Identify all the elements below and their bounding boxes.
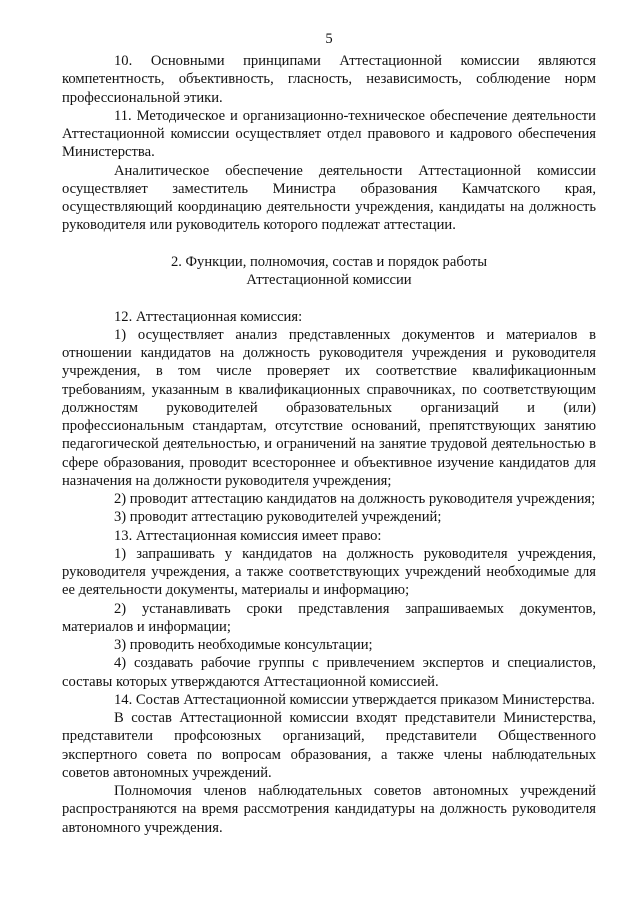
section-heading-line-2: Аттестационной комиссии [246, 272, 412, 288]
paragraph-12-item-1: 1) осуществляет анализ представленных документов и материалов в отношении кандидатов на должность руководителя учреждения и руководителя учреждения, в том числе проверяет их соответствие квалификационным требованиям, указанным в квалификационных справочниках, по соответствующим должностям руководителей образовательных организаций и (или) профессиональным стандартам, отсутствие оснований, препятствующих занятию педагогической деятельностью, и ограничений на занятие трудовой деятельностью в сфере образования, проводит всестороннее и объективное изучение кандидатов для назначения на должности руководителя учреждения; [62, 326, 596, 489]
paragraph-13-item-3: 3) проводить необходимые консультации; [114, 637, 373, 653]
blank-line [62, 289, 596, 307]
blank-line [62, 235, 596, 253]
paragraph-13: 13. Аттестационная комиссия имеет право: [114, 527, 382, 544]
paragraph-13-item-2: 2) устанавливать сроки представления запрашиваемых документов, материалов и информации; [62, 600, 596, 635]
paragraph-12: 12. Аттестационная комиссия: [114, 308, 303, 325]
paragraph-13-item-4: 4) создавать рабочие группы с привлечением экспертов и специалистов, составы которых утверждаются Аттестационной комиссией. [62, 655, 596, 690]
paragraph-10: 10. Основными принципами Аттестационной комиссии являются компетентность, объективность, гласность, независимость, соблюдение норм профессиональной этики. [62, 53, 596, 106]
paragraph-analytic-support: Аналитическое обеспечение деятельности Аттестационной комиссии осуществляет заместитель Министра образования Камчатского края, осуществляющий координацию деятельности учреждения, кандидаты на должность руководителя или руководитель которого подлежат аттестации. [62, 162, 596, 234]
paragraph-14: 14. Состав Аттестационной комиссии утверждается приказом Министерства. [114, 691, 595, 708]
paragraph-12-item-3: 3) проводит аттестацию руководителей учреждений; [114, 509, 442, 526]
paragraph-13-item-1: 1) запрашивать у кандидатов на должность руководителя учреждения, руководителя учреждения, а также соответствующих учреждений необходимые для ее деятельности документы, материалы и информацию; [62, 545, 596, 599]
paragraph-12-item-2: 2) проводит аттестацию кандидатов на должность руководителя учреждения; [114, 491, 596, 507]
document-page [62, 30, 596, 837]
section-heading-line-1: 2. Функции, полномочия, состав и порядок работы [170, 253, 488, 270]
section-2-heading [62, 253, 596, 290]
page-number: 5 [325, 31, 333, 47]
paragraph-powers: Полномочия членов наблюдательных советов автономных учреждений распространяются на время рассмотрения кандидатуры на должность руководителя автономного учреждения. [62, 783, 596, 836]
paragraph-composition: В состав Аттестационной комиссии входят представители Министерства, представители профсоюзных организаций, представители Общественного экспертного совета по вопросам образования, а также члены наблюдательных советов автономных учреждений. [62, 710, 596, 781]
section-2 [62, 308, 596, 837]
paragraph-11: 11. Методическое и организационно-техническое обеспечение деятельности Аттестационной комиссии осуществляет отдел правового и кадрового обеспечения Министерства. [62, 107, 596, 161]
section-1 [62, 52, 596, 235]
